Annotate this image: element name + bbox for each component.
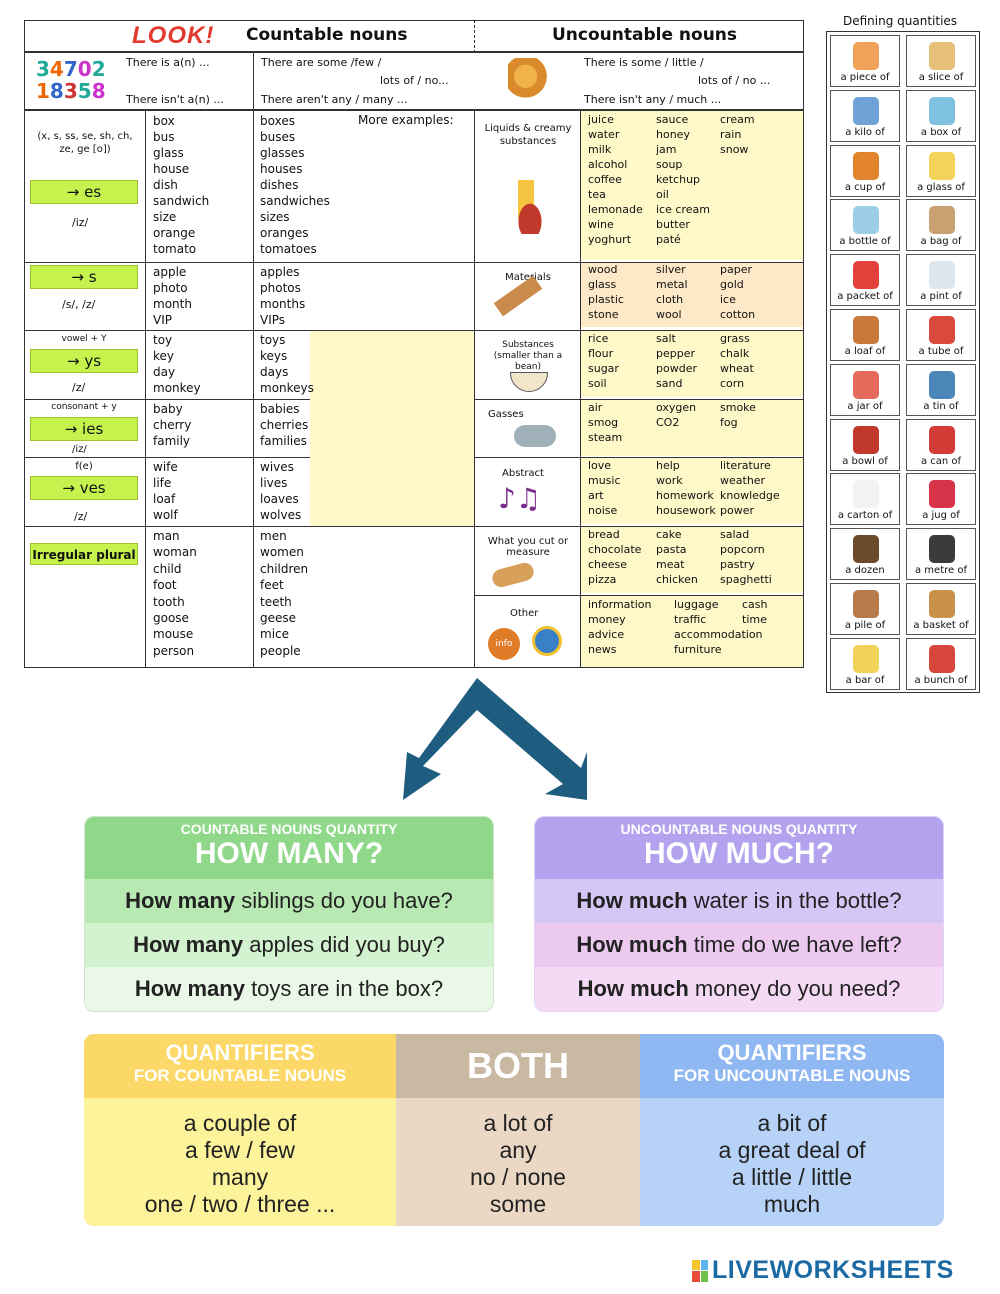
quantity-label: a metre of	[915, 565, 967, 577]
noun-word: meat	[656, 558, 685, 571]
quantity-label: a basket of	[913, 620, 969, 631]
noun-word: sugar	[588, 362, 619, 375]
rule-label: f(e)	[75, 461, 93, 472]
quantity-label: a pile of	[844, 620, 886, 631]
noun-word	[720, 430, 790, 445]
cat-name: Liquids & creamy substances	[484, 123, 572, 147]
noun-word: chocolate	[588, 543, 642, 556]
how-many-row: How many siblings do you have?	[85, 879, 493, 923]
quantity-label: a cup of	[844, 181, 886, 193]
uncountable-quantifier-list	[640, 1098, 944, 1218]
noun-word: fog	[720, 416, 738, 429]
noun-word: cloth	[656, 293, 684, 306]
quantity-tile	[830, 364, 900, 416]
lots-of-no: lots of / no...	[380, 74, 449, 87]
quantity-tile	[830, 638, 900, 690]
quantity-icon	[853, 645, 879, 673]
quantity-icon	[929, 645, 955, 673]
quantity-label: a slice of	[918, 72, 964, 83]
noun-word: popcorn	[720, 543, 765, 556]
uncountable-title: Uncountable nouns	[552, 25, 738, 45]
noun-word: chicken	[656, 573, 698, 586]
quantity-icon	[929, 535, 955, 563]
quantifiers-heading: QUANTIFIERS	[717, 1040, 867, 1065]
noun-word: honey	[656, 128, 690, 141]
cat-name: Abstract	[502, 468, 544, 479]
uncountable-quantifiers-header	[640, 1034, 944, 1098]
noun-word: flour	[588, 347, 614, 360]
there-are-some: There are some /few /	[261, 56, 382, 69]
noun-word: stone	[588, 308, 619, 321]
noun-word: news	[588, 643, 617, 656]
quantity-tile	[830, 35, 900, 87]
quantifiers-subheading: FOR COUNTABLE NOUNS	[133, 1066, 347, 1085]
quantifier-item: a couple of	[183, 1110, 297, 1136]
quantity-label: a bag of	[920, 236, 962, 248]
quantity-label: a dozen	[845, 565, 885, 577]
noun-word: CO2	[656, 416, 680, 429]
noun-word: wheat	[720, 362, 754, 375]
brand-name: LIVEWORKSHEETS	[712, 1256, 954, 1284]
rule-ending: Irregular plural	[30, 543, 138, 565]
quantity-tile	[830, 254, 900, 306]
quantity-icon	[929, 316, 955, 344]
plural-list: toys keys days monkeys	[260, 333, 314, 395]
quantity-label: a carton of	[837, 510, 893, 522]
noun-word: plastic	[588, 293, 624, 306]
both-quantifier-list	[396, 1098, 640, 1218]
noun-word: advice	[588, 628, 625, 641]
noun-word: gold	[720, 278, 744, 291]
noun-word: pasta	[656, 543, 687, 556]
quantity-icon	[853, 590, 879, 618]
both-quantifiers	[396, 1034, 640, 1226]
quantifier-item: much	[763, 1191, 821, 1217]
noun-word: tea	[588, 188, 606, 201]
quantity-label: a tin of	[923, 400, 959, 412]
noun-word: rain	[720, 128, 742, 141]
quantity-tile	[906, 364, 976, 416]
look-logo: LOOK!	[132, 22, 215, 49]
quantity-label: a bunch of	[914, 674, 968, 686]
lots-of-no-unc: lots of / no ...	[698, 74, 771, 87]
singular-list: wife life loaf wolf	[153, 460, 178, 522]
quantifier-item: no / none	[470, 1164, 566, 1190]
quantity-icon	[929, 42, 955, 70]
cat-words	[588, 458, 790, 518]
noun-word: sauce	[656, 113, 689, 126]
row-line	[24, 526, 475, 527]
noun-word: wine	[588, 218, 614, 231]
quantity-label: a glass of	[917, 181, 965, 193]
uncountable-quantifiers	[640, 1034, 944, 1226]
noun-word: power	[720, 504, 754, 517]
quantity-icon	[853, 206, 879, 234]
cat-name: Substances (smaller than a bean)	[493, 340, 563, 372]
how-much-title: HOW MUCH?	[644, 837, 834, 870]
noun-word: yoghurt	[588, 233, 632, 246]
quantity-tile	[830, 199, 900, 251]
noun-word: pizza	[588, 573, 617, 586]
noun-word: jam	[656, 143, 677, 156]
quantity-tile	[830, 528, 900, 580]
arrow-shape	[403, 678, 587, 800]
quantity-label: a loaf of	[844, 346, 886, 357]
logo-mark-icon	[692, 1260, 708, 1282]
quantity-icon	[929, 590, 955, 618]
drinks-icon	[498, 172, 562, 234]
noun-word: pepper	[656, 347, 696, 360]
quantity-tile	[830, 309, 900, 361]
rule-ending: → ys	[30, 349, 138, 373]
noun-word: traffic	[674, 613, 707, 626]
quantifier-item: one / two / three ...	[144, 1191, 336, 1217]
singular-list: toy key day monkey	[153, 333, 201, 395]
rule-sound: /z/	[72, 381, 86, 394]
quantity-icon	[853, 42, 879, 70]
quantity-label: a bottle of	[839, 236, 891, 248]
rule-sound: /s/, /z/	[62, 298, 96, 311]
plural-list: boxes buses glasses houses dishes sandwiches sizes oranges tomatoes	[260, 114, 330, 256]
there-is-some: There is some / little /	[584, 56, 704, 69]
quantity-tile	[906, 90, 976, 142]
noun-word: cotton	[720, 308, 756, 321]
plural-list: wives lives loaves wolves	[260, 460, 302, 522]
quantity-icon	[853, 152, 879, 180]
quantity-label: a jug of	[922, 510, 960, 522]
singular-list: man woman child foot tooth goose mouse person	[153, 529, 197, 658]
there-isnt-a: There isn't a(n) ...	[126, 93, 224, 106]
quantity-icon	[853, 426, 879, 454]
noun-word: bread	[588, 528, 620, 541]
noun-word: salad	[720, 528, 750, 541]
how-much-sub: UNCOUNTABLE NOUNS QUANTITY	[620, 821, 858, 837]
quantity-label: a kilo of	[845, 126, 885, 138]
noun-word: milk	[588, 143, 612, 156]
noun-word: noise	[588, 504, 618, 517]
how-many-header	[85, 817, 493, 879]
quantity-label: a can of	[920, 455, 962, 467]
noun-word: accommodation	[674, 628, 763, 641]
quantifier-item: a great deal of	[718, 1137, 866, 1163]
quantifier-item: a few / few	[185, 1137, 295, 1163]
col-divider-2	[253, 110, 254, 668]
quantity-label: a pint of	[920, 291, 962, 303]
countable-title: Countable nouns	[246, 25, 408, 45]
noun-word: rice	[588, 332, 609, 345]
row-line	[474, 595, 804, 596]
noun-word: wood	[588, 263, 618, 276]
quantity-icon	[853, 316, 879, 344]
cat-words	[588, 112, 790, 247]
noun-word: corn	[720, 377, 745, 390]
rule-sound: /iz/	[72, 444, 87, 455]
how-much-card	[534, 816, 944, 1012]
both-header: BOTH	[396, 1034, 640, 1098]
noun-word: art	[588, 489, 604, 502]
singular-list: apple photo month VIP	[153, 265, 192, 327]
quantity-icon	[929, 480, 955, 508]
noun-word: sand	[656, 377, 683, 390]
quantifier-item: a lot of	[483, 1110, 553, 1136]
quantity-label: a packet of	[837, 291, 893, 303]
quantity-tile	[906, 145, 976, 197]
quantity-label: a box of	[920, 126, 962, 138]
numbers-icon: 34702 18358	[36, 57, 106, 103]
quantity-tile	[906, 254, 976, 306]
quantity-icon	[853, 97, 879, 125]
rule-ending: → s	[30, 265, 138, 289]
noun-word: smog	[588, 416, 619, 429]
noun-word: music	[588, 474, 621, 487]
globe-icon	[532, 626, 562, 656]
noun-word: ice	[720, 293, 736, 306]
noun-word: steam	[588, 431, 623, 444]
quantity-label: a piece of	[840, 72, 890, 83]
singular-list: baby cherry family	[153, 402, 192, 448]
quantifier-item: a little / little	[731, 1164, 853, 1190]
quantity-tile	[830, 90, 900, 142]
quantity-tile	[906, 473, 976, 525]
cat-words	[588, 527, 790, 587]
quantity-tile	[906, 419, 976, 471]
noun-word: cream	[720, 113, 755, 126]
noun-word: oxygen	[656, 401, 697, 414]
quantity-tile	[906, 35, 976, 87]
noun-word: alcohol	[588, 158, 628, 171]
noun-word: wool	[656, 308, 682, 321]
cat-words	[588, 597, 792, 657]
there-arent-any: There aren't any / many ...	[261, 93, 408, 106]
quantity-tile	[830, 145, 900, 197]
quantifier-item: a bit of	[757, 1110, 827, 1136]
quantity-icon	[853, 261, 879, 289]
quantity-tile	[906, 528, 976, 580]
countable-quantifier-list	[84, 1098, 396, 1218]
rule-ending: → ies	[30, 417, 138, 441]
noun-word: smoke	[720, 401, 756, 414]
rule-ending: → ves	[30, 476, 138, 500]
rule-sound: /z/	[74, 510, 88, 523]
plural-highlight	[310, 331, 474, 526]
cloud-icon	[514, 425, 556, 447]
cat-name: What you cut or measure	[487, 536, 569, 558]
noun-word: salt	[656, 332, 676, 345]
noun-word: homework	[656, 489, 714, 502]
quantity-icon	[929, 426, 955, 454]
quantity-panel	[826, 31, 980, 693]
quantity-icon	[929, 97, 955, 125]
noun-word: information	[588, 598, 652, 611]
how-many-row: How many apples did you buy?	[85, 923, 493, 967]
quantity-label: a bar of	[845, 674, 885, 686]
quantifier-item: many	[211, 1164, 269, 1190]
there-is-a: There is a(n) ...	[126, 56, 210, 69]
noun-word	[720, 217, 790, 232]
cat-words	[588, 331, 790, 391]
quantity-tile	[906, 309, 976, 361]
noun-word: housework	[656, 504, 716, 517]
noun-word: cash	[742, 598, 768, 611]
rule-label: (x, s, ss, se, sh, ch, ze, ge [o])	[37, 131, 133, 155]
noun-word: silver	[656, 263, 686, 276]
noun-word: cake	[656, 528, 682, 541]
plural-list: babies cherries families	[260, 402, 309, 448]
noun-word: soil	[588, 377, 607, 390]
how-many-sub: COUNTABLE NOUNS QUANTITY	[180, 821, 398, 837]
how-much-row: How much water is in the bottle?	[535, 879, 943, 923]
quantity-label: a jar of	[847, 400, 883, 412]
there-isnt-any: There isn't any / much ...	[584, 93, 722, 106]
noun-word	[720, 187, 790, 202]
noun-word: pastry	[720, 558, 755, 571]
noun-word: chalk	[720, 347, 750, 360]
noun-word: help	[656, 459, 680, 472]
noun-word: butter	[656, 218, 690, 231]
plural-list: men women children feet teeth geese mice people	[260, 529, 309, 658]
rule-ending: → es	[30, 180, 138, 204]
food-icon	[508, 58, 552, 104]
noun-word: paté	[656, 233, 681, 246]
how-many-title: HOW MANY?	[194, 837, 384, 870]
noun-word: time	[742, 613, 767, 626]
quantifier-item: some	[489, 1191, 547, 1217]
noun-word: metal	[656, 278, 688, 291]
noun-word: weather	[720, 474, 766, 487]
noun-word	[720, 157, 790, 172]
defining-title: Defining quantities	[843, 14, 958, 28]
how-many-card	[84, 816, 494, 1012]
cat-name: Materials	[505, 272, 551, 283]
quantity-icon	[853, 535, 879, 563]
noun-word: literature	[720, 459, 771, 472]
cat-name: Gasses	[488, 409, 524, 420]
quantity-tile	[830, 473, 900, 525]
noun-word: air	[588, 401, 603, 414]
rule-sound: /iz/	[72, 216, 89, 229]
quantity-icon	[853, 480, 879, 508]
noun-word: powder	[656, 362, 697, 375]
row0-col-divider	[253, 52, 254, 110]
quantity-label: a tube of	[918, 346, 964, 357]
quantity-tile	[906, 583, 976, 635]
rule-label: vowel + Y	[61, 334, 107, 344]
noun-word: money	[588, 613, 626, 626]
noun-word: coffee	[588, 173, 622, 186]
quantifiers-heading: QUANTIFIERS	[165, 1040, 315, 1065]
noun-word: cheese	[588, 558, 628, 571]
noun-word	[720, 172, 790, 187]
noun-word: luggage	[674, 598, 719, 611]
split-arrow	[395, 676, 595, 804]
noun-word: love	[588, 459, 612, 472]
noun-word: knowledge	[720, 489, 780, 502]
noun-word: soup	[656, 158, 683, 171]
cat-words	[588, 262, 790, 322]
singular-list: box bus glass house dish sandwich size orange tomato	[153, 114, 210, 256]
noun-word	[656, 430, 720, 445]
noun-word: snow	[720, 143, 749, 156]
noun-word: work	[656, 474, 683, 487]
quantifier-item: any	[499, 1137, 537, 1163]
noun-word: water	[588, 128, 620, 141]
noun-word: spaghetti	[720, 573, 772, 586]
quantifiers-subheading: FOR UNCOUNTABLE NOUNS	[673, 1066, 911, 1085]
quantity-tile	[830, 583, 900, 635]
quantity-icon	[929, 152, 955, 180]
how-many-row: How many toys are in the box?	[85, 967, 493, 1011]
plural-list: apples photos months VIPs	[260, 265, 306, 327]
noun-word	[742, 627, 792, 642]
noun-word: juice	[588, 113, 614, 126]
noun-word: ketchup	[656, 173, 701, 186]
info-icon: info	[488, 628, 520, 660]
how-much-row: How much time do we have left?	[535, 923, 943, 967]
noun-word	[720, 202, 790, 217]
noun-word	[720, 232, 790, 247]
quantity-tile	[906, 199, 976, 251]
noun-word: grass	[720, 332, 750, 345]
cat-words	[588, 400, 790, 445]
noun-word: furniture	[674, 643, 722, 656]
quantity-icon	[929, 261, 955, 289]
noun-word: paper	[720, 263, 752, 276]
quantity-tile	[906, 638, 976, 690]
noun-word: oil	[656, 188, 669, 201]
quantity-icon	[929, 206, 955, 234]
noun-word: glass	[588, 278, 617, 291]
row-line	[24, 262, 475, 263]
quantity-icon	[853, 371, 879, 399]
noun-word: ice cream	[656, 203, 710, 216]
music-icon: ♪♫	[498, 482, 541, 515]
more-examples: More examples:	[358, 113, 454, 127]
noun-word	[742, 642, 792, 657]
col-divider-1	[145, 110, 146, 668]
countable-quantifiers	[84, 1034, 396, 1226]
quantity-label: a bowl of	[842, 455, 888, 467]
cat-name: Other	[510, 608, 539, 619]
liveworksheets-logo[interactable]	[692, 1256, 954, 1285]
how-much-header	[535, 817, 943, 879]
how-much-row: How much money do you need?	[535, 967, 943, 1011]
countable-quantifiers-header	[84, 1034, 396, 1098]
noun-word: lemonade	[588, 203, 643, 216]
quantity-icon	[929, 371, 955, 399]
quantity-tile	[830, 419, 900, 471]
rule-label: consonant + y	[51, 402, 117, 412]
